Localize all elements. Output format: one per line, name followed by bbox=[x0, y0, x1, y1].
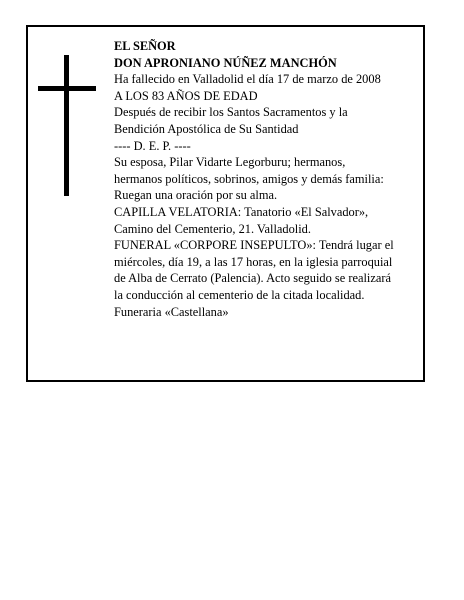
funeral-line-4: la conducción al cementerio de la citada localidad. bbox=[114, 287, 365, 302]
family-line-2: hermanos políticos, sobrinos, amigos y demás familia: bbox=[114, 171, 384, 186]
funeral-line-2: miércoles, día 19, a las 17 horas, en la iglesia parroquial bbox=[114, 254, 393, 269]
funeral-line-3: de Alba de Cerrato (Palencia). Acto seguido se realizará bbox=[114, 271, 391, 286]
death-announcement: Ha fallecido en Valladolid el día 17 de marzo de 2008 bbox=[114, 72, 381, 87]
prayer-line: Ruegan una oración por su alma. bbox=[114, 188, 278, 203]
cross-icon bbox=[64, 55, 69, 196]
blessing-line: Bendición Apostólica de Su Santidad bbox=[114, 121, 299, 136]
title-line-1: EL SEÑOR bbox=[114, 39, 176, 53]
chapel-line-1: CAPILLA VELATORIA: Tanatorio «El Salvador», bbox=[114, 204, 369, 219]
age-line: A LOS 83 AÑOS DE EDAD bbox=[114, 88, 258, 103]
title-line-2: DON APRONIANO NÚÑEZ MANCHÓN bbox=[114, 55, 337, 70]
funeral-line-1: FUNERAL «CORPORE INSEPULTO»: Tendrá lugar el bbox=[114, 238, 394, 253]
sacraments-line: Después de recibir los Santos Sacramentos y la bbox=[114, 105, 348, 120]
family-line-1: Su esposa, Pilar Vidarte Legorburu; hermanos, bbox=[114, 155, 346, 170]
obituary-text bbox=[114, 38, 432, 320]
cross-icon-bar bbox=[38, 86, 96, 91]
rip-line: ---- D. E. P. ---- bbox=[114, 138, 191, 153]
chapel-line-2: Camino del Cementerio, 21. Valladolid. bbox=[114, 221, 311, 236]
funeral-home-line: Funeraria «Castellana» bbox=[114, 304, 229, 319]
